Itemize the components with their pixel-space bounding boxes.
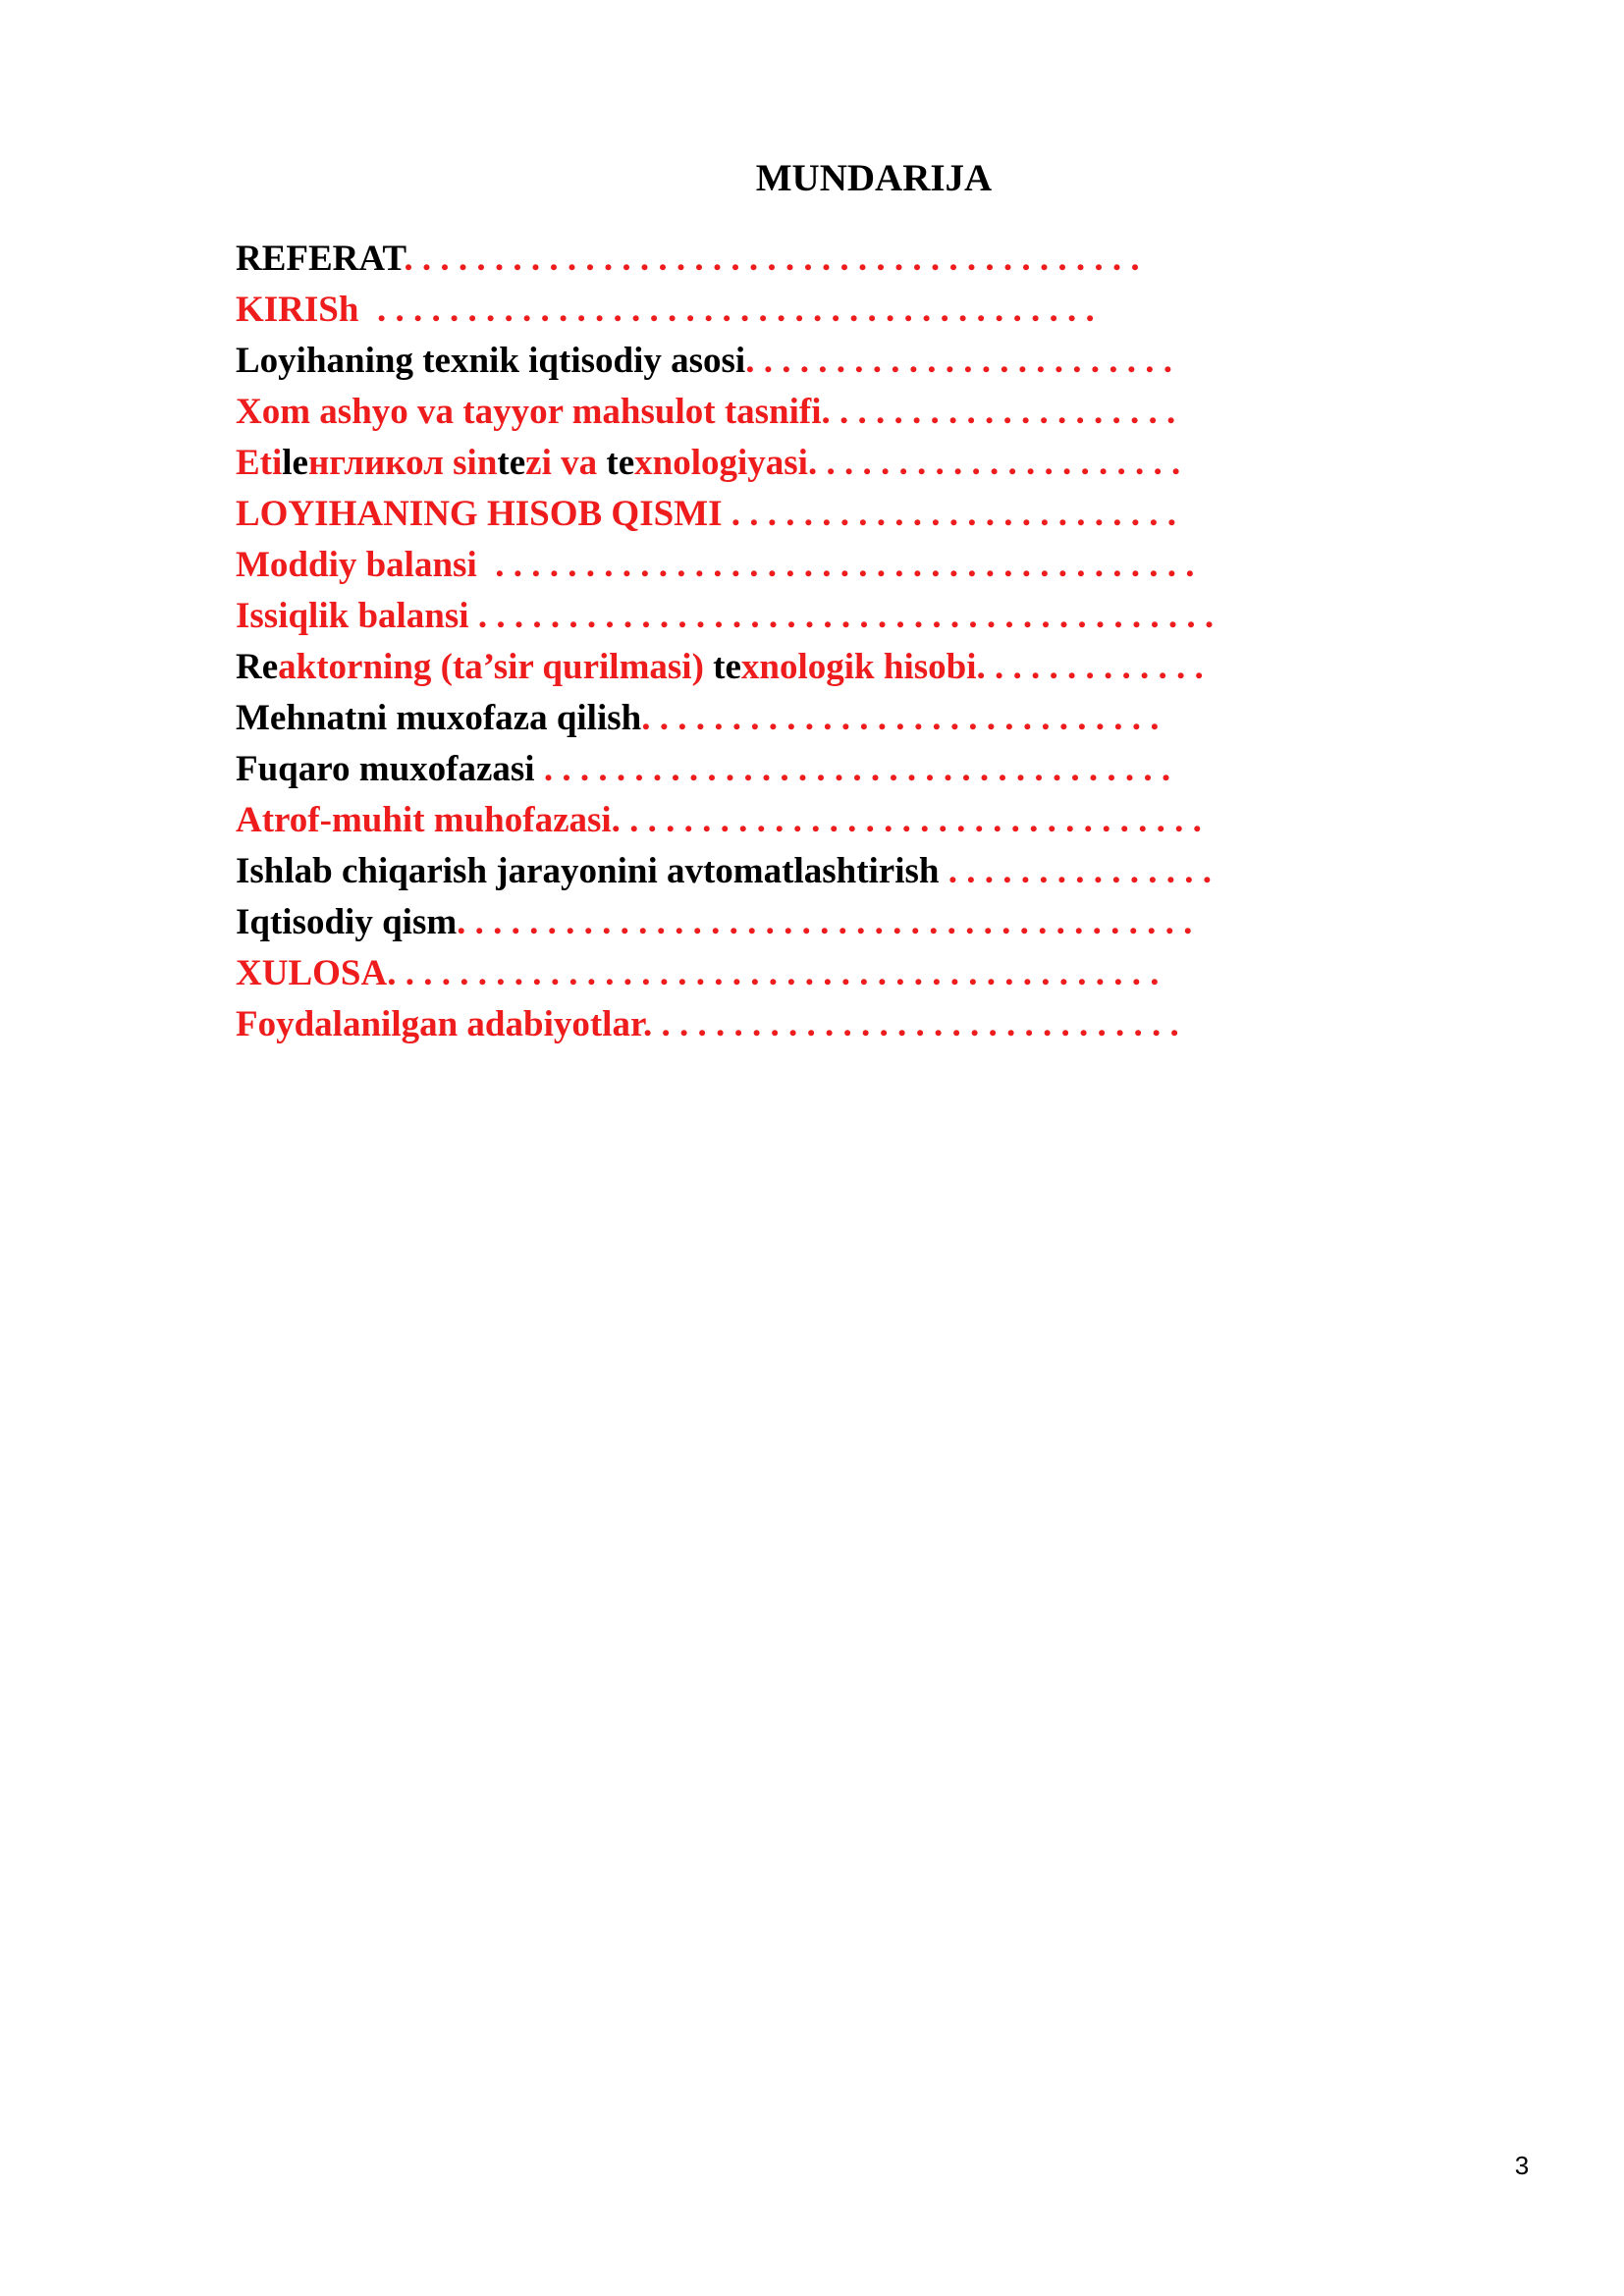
dot-leader: . . . . . . . . . . . . . . . . . . . . . . . . . . . . . . . . . . . . . . . . — [358, 290, 1095, 330]
toc-entry-text: KIRISh — [236, 290, 359, 330]
table-of-contents — [236, 234, 1316, 1050]
toc-entry-text: Xom ashyo va tayyor mahsulot tasnifi — [236, 392, 822, 432]
toc-entry-text: te — [713, 647, 741, 687]
toc-entry-text: xnologiyasi — [634, 443, 808, 483]
dot-leader: . . . . . . . . . . . . . . . . . . . . . . . . . . . . . . . . . . . . . . . . . — [457, 902, 1193, 942]
toc-entry — [236, 744, 1316, 795]
toc-entry — [236, 897, 1316, 948]
toc-entry-text: XULOSA — [236, 953, 388, 993]
page-title: MUNDARIJA — [755, 157, 993, 199]
toc-entry-text: нгликол sin — [307, 443, 498, 483]
toc-entry-text: le — [282, 443, 308, 483]
dot-leader: . . . . . . . . . . . . . — [976, 647, 1204, 687]
toc-entry-text: Issiqlik balansi — [236, 596, 469, 636]
dot-leader: . . . . . . . . . . . . . . . . . . . . . . . . . . . . . . . . . . . . . . . . . — [404, 239, 1140, 279]
toc-entry — [236, 540, 1316, 591]
toc-entry-text: Re — [236, 647, 279, 687]
toc-entry-text: zi va — [525, 443, 607, 483]
toc-entry-text: aktorning (ta’sir qurilmasi) — [278, 647, 714, 687]
dot-leader: . . . . . . . . . . . . . . . — [939, 851, 1212, 891]
dot-leader: . . . . . . . . . . . . . . . . . . . . . . . . . . . . . — [641, 698, 1160, 738]
toc-entry-text: Eti — [236, 443, 283, 483]
toc-entry — [236, 489, 1316, 540]
dot-leader: . . . . . . . . . . . . . . . . . . . . . . . . . . . . . . — [643, 1004, 1179, 1044]
dot-leader: . . . . . . . . . . . . . . . . . . . . . — [807, 443, 1181, 483]
toc-entry — [236, 234, 1316, 285]
toc-entry-text: Loyihaning texnik iqtisodiy asosi — [236, 341, 746, 381]
toc-entry — [236, 336, 1316, 387]
dot-leader: . . . . . . . . . . . . . . . . . . . . . . . . . — [722, 494, 1176, 534]
toc-entry — [236, 999, 1316, 1050]
toc-entry-text: Atrof-muhit muhofazasi — [236, 800, 612, 840]
toc-entry — [236, 693, 1316, 744]
toc-entry — [236, 591, 1316, 642]
toc-entry-text: Mehnatni muxofaza qilish — [236, 698, 642, 738]
toc-entry-text: Foydalanilgan adabiyotlar — [236, 1004, 643, 1044]
toc-entry — [236, 285, 1316, 336]
dot-leader: . . . . . . . . . . . . . . . . . . . . — [821, 392, 1176, 432]
toc-entry — [236, 948, 1316, 999]
toc-entry-text: LOYIHANING HISOB QISMI — [236, 494, 723, 534]
dot-leader: . . . . . . . . . . . . . . . . . . . . . . . . . . . . . . . . . . . — [534, 749, 1171, 789]
toc-entry-text: Moddiy balansi — [236, 545, 477, 585]
toc-entry — [236, 642, 1316, 693]
toc-entry-text: te — [497, 443, 526, 483]
dot-leader: . . . . . . . . . . . . . . . . . . . . . . . . — [745, 341, 1172, 381]
toc-entry-text: Fuqaro muxofazasi — [236, 749, 535, 789]
toc-entry-text: Ishlab chiqarish jarayonini avtomatlashtirish — [236, 851, 940, 891]
toc-entry — [236, 387, 1316, 438]
page-number: 3 — [1514, 2151, 1530, 2180]
toc-entry — [236, 846, 1316, 897]
toc-entry-text: xnologik hisobi — [740, 647, 977, 687]
toc-entry-text: te — [606, 443, 635, 483]
dot-leader: . . . . . . . . . . . . . . . . . . . . . . . . . . . . . . . . . . . . . . . . . . . — [387, 953, 1160, 993]
toc-entry-text: Iqtisodiy qism — [236, 902, 458, 942]
toc-entry — [236, 795, 1316, 846]
dot-leader: . . . . . . . . . . . . . . . . . . . . . . . . . . . . . . . . . — [611, 800, 1202, 840]
toc-entry-text: REFERAT — [236, 239, 405, 279]
toc-entry — [236, 438, 1316, 489]
dot-leader: . . . . . . . . . . . . . . . . . . . . . . . . . . . . . . . . . . . . . . . . . — [468, 596, 1215, 636]
dot-leader: . . . . . . . . . . . . . . . . . . . . . . . . . . . . . . . . . . . . . . . — [476, 545, 1195, 585]
